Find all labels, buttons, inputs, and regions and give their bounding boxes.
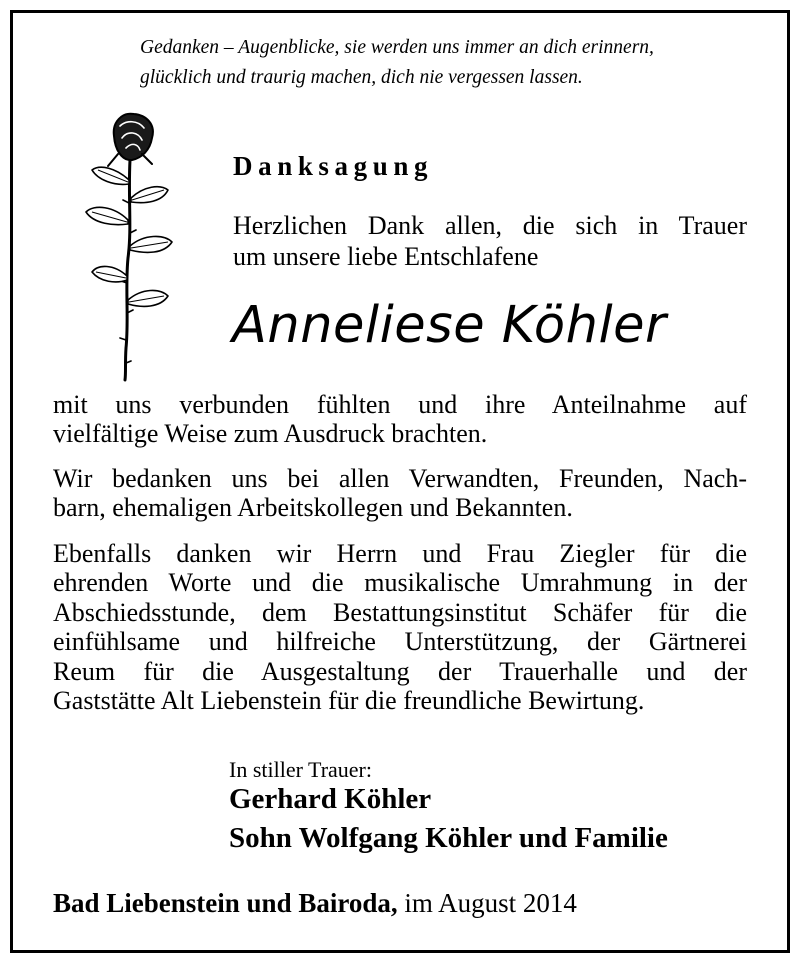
deceased-name: Anneliese Köhler [232, 296, 667, 355]
intro-text [233, 210, 747, 272]
intro-line-1: Herzlichen Dank allen, die sich in Trauer [233, 211, 747, 240]
footer-date: im August 2014 [397, 888, 577, 918]
paragraph-3-line-4: einfühlsame und hilfreiche Unterstützung, der Gärtnerei [53, 627, 747, 657]
paragraph-3-line-5: Reum für die Ausgestaltung der Trauerhalle und der [53, 656, 747, 686]
paragraph-3-line-2: ehrenden Worte und die musikalische Umrahmung in der [53, 568, 747, 598]
motto-line-1: Gedanken – Augenblicke, sie werden uns immer an dich erinnern, [140, 37, 654, 58]
rose-icon [84, 108, 176, 384]
paragraph-2 [53, 464, 747, 523]
heading-danksagung: Danksagung [233, 151, 434, 181]
paragraph-1-line-1: mit uns verbunden fühlten und ihre Anteilnahme auf [53, 390, 747, 419]
mourner-2: Sohn Wolfgang Köhler und Familie [229, 822, 668, 854]
footer-place: Bad Liebenstein und Bairoda, [53, 888, 398, 918]
motto-line-2: glücklich und traurig machen, dich nie vergessen lassen. [140, 67, 583, 88]
paragraph-1 [53, 390, 747, 449]
paragraph-3-line-3: Abschiedsstunde, dem Bestattungsinstitut Schäfer für die [53, 597, 747, 627]
paragraph-2-line-1: Wir bedanken uns bei allen Verwandten, Freunden, Nach- [53, 464, 747, 493]
motto-quote [140, 33, 760, 93]
mourner-1: Gerhard Köhler [229, 783, 432, 815]
mourning-label: In stiller Trauer: [229, 757, 372, 782]
paragraph-3 [53, 539, 747, 715]
intro-line-2: um unsere liebe Entschlafene [233, 242, 539, 271]
paragraph-2-line-2: barn, ehemaligen Arbeitskollegen und Bekannten. [53, 493, 573, 523]
paragraph-3-line-6: Gaststätte Alt Liebenstein für die freundliche Bewirtung. [53, 686, 645, 716]
footer-place-date [53, 888, 577, 919]
paragraph-3-line-1: Ebenfalls danken wir Herrn und Frau Ziegler für die [53, 539, 747, 568]
paragraph-1-line-2: vielfältige Weise zum Ausdruck brachten. [53, 419, 488, 449]
